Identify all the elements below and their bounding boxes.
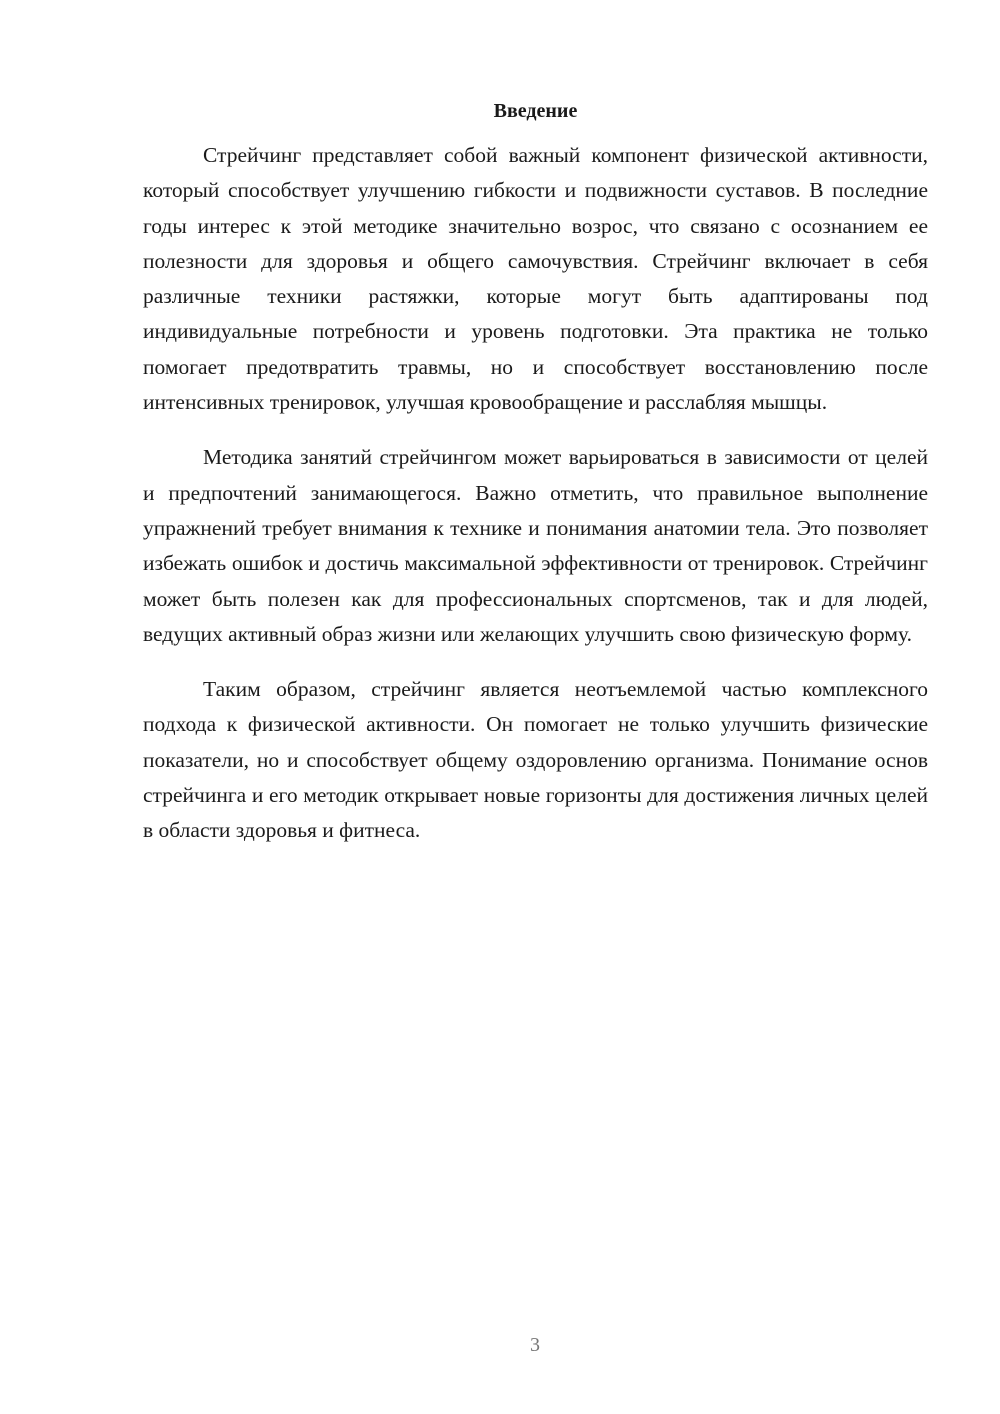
paragraph-1: Стрейчинг представляет собой важный компонент физической активности, который способствует улучшению гибкости и подвижности суставов. В последние годы интерес к этой методике значительно возрос, что связано с осознанием ее полезности для здоровья и общего самочувствия. Стрейчинг включает в себя различные техники растяжки, которые могут быть адаптированы под индивидуальные потребности и уровень подготовки. Эта практика не только помогает предотвратить травмы, но и способствует восстановлению после интенсивных тренировок, улучшая кровообращение и расслабляя мышцы. bbox=[143, 143, 928, 415]
paragraph-2: Методика занятий стрейчингом может варьироваться в зависимости от целей и предпочтений занимающегося. Важно отметить, что правильное выполнение упражнений требует внимания к технике и понимания анатомии тела. Это позволяет избежать ошибок и достичь максимальной эффективности от тренировок. Стрейчинг может быть полезен как для профессиональных спортсменов, так и для людей, ведущих активный образ жизни или желающих улучшить свою физическую форму. bbox=[143, 445, 928, 646]
paragraph-3: Таким образом, стрейчинг является неотъемлемой частью комплексного подхода к физической активности. Он помогает не только улучшить физические показатели, но и способствует общему оздоровлению организма. Понимание основ стрейчинга и его методик открывает новые горизонты для достижения личных целей в области здоровья и фитнеса. bbox=[143, 677, 928, 843]
page-number: 3 bbox=[530, 1334, 540, 1356]
section-title: Введение bbox=[493, 100, 578, 122]
page-content bbox=[143, 96, 928, 869]
